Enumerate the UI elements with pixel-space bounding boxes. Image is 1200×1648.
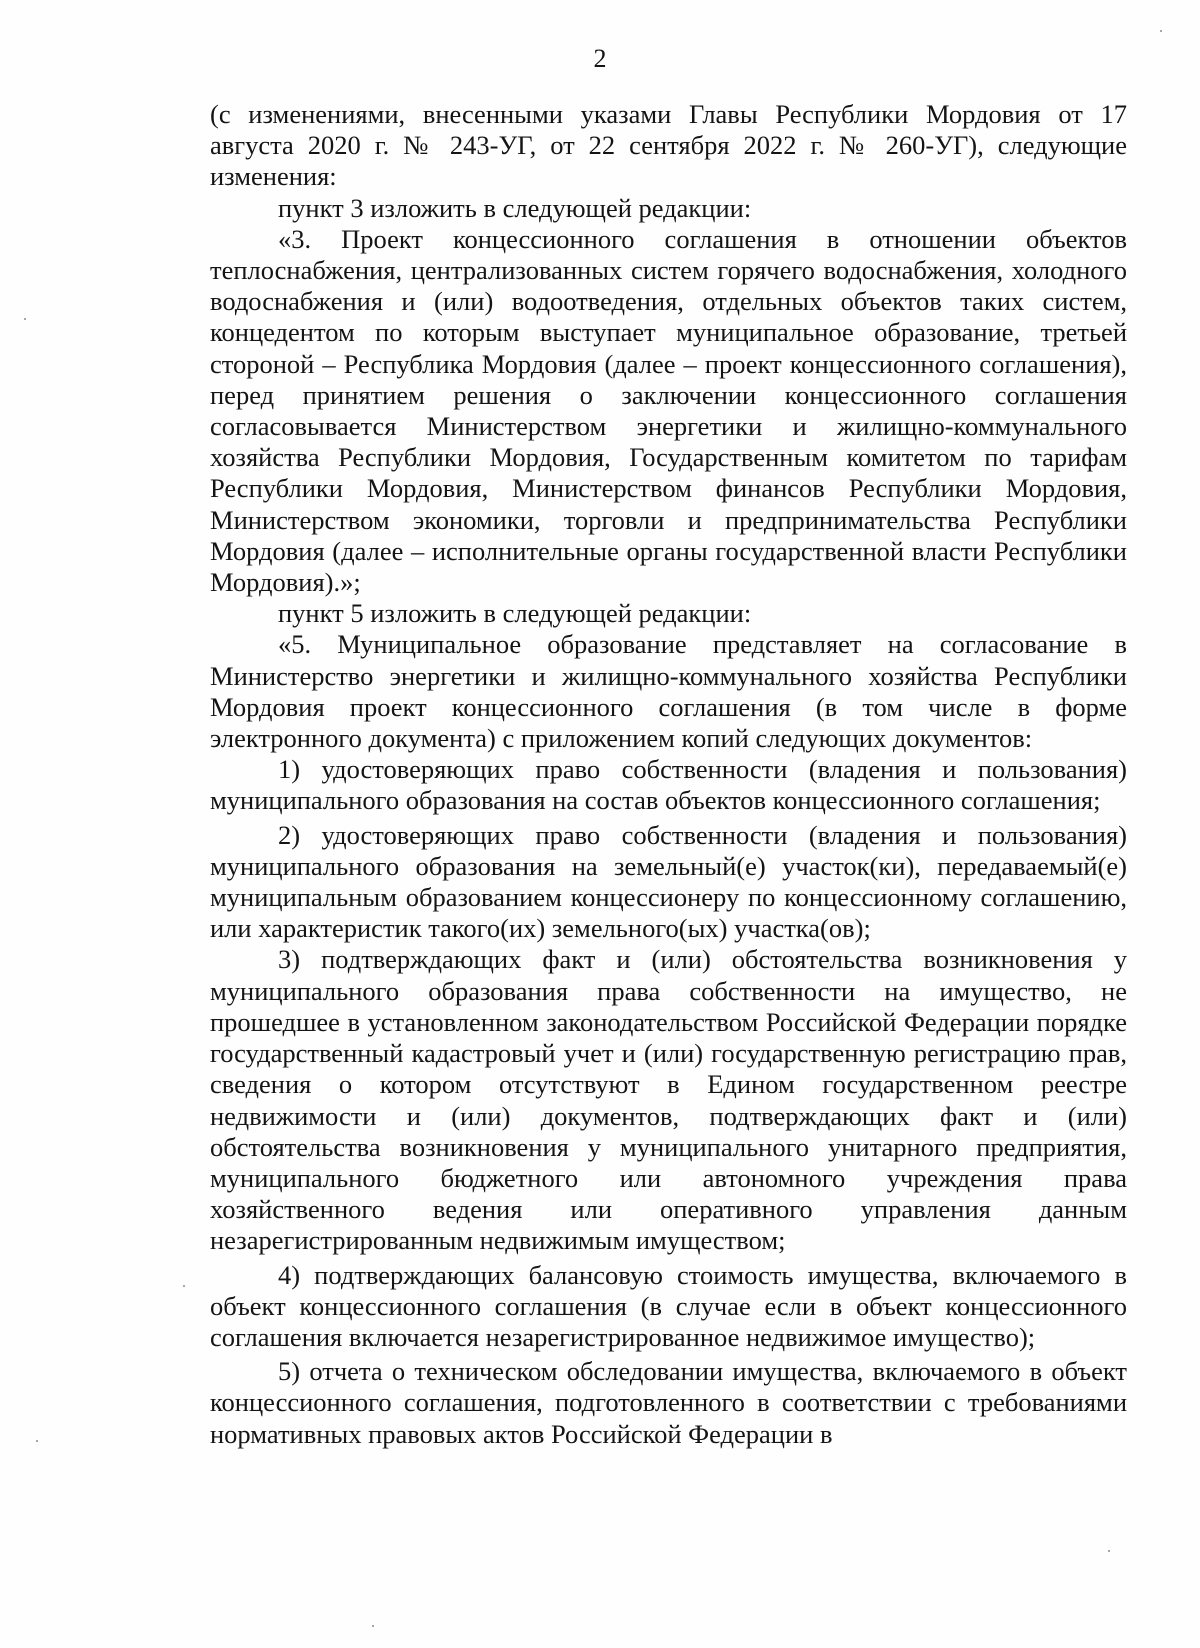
- paragraph-point-3-text: «3. Проект концессионного соглашения в отношении объектов теплоснабжения, централизованных систем горячего водоснабжения, холодного водоснабжения и (или) водоотведения, отдельных объектов таких систем, концедентом по которым выступает муниципальное образование, третьей стороной – Республика Мордовия (далее – проект концессионного соглашения), перед принятием решения о заключении концессионного соглашения согласовывается Министерством энергетики и жилищно-коммунального хозяйства Республики Мордовия, Государственным комитетом по тарифам Республики Мордовия, Министерством финансов Республики Мордовия, Министерством экономики, торговли и предпринимательства Республики Мордовия (далее – исполнительные органы государственной власти Республики Мордовия).»;: [210, 223, 1127, 598]
- scan-speck: [1160, 30, 1162, 32]
- scan-speck: [1108, 1550, 1110, 1552]
- paragraph-point-5-heading: пункт 5 изложить в следующей редакции:: [278, 598, 752, 629]
- list-item-5: 5) отчета о техническом обследовании имущества, включаемого в объект концессионного соглашения, подготовленного в соответствии с требованиями нормативных правовых актов Российской Федерации в: [210, 1356, 1127, 1449]
- paragraph-point-3-heading: пункт 3 изложить в следующей редакции:: [278, 192, 752, 223]
- document-body: [210, 99, 1127, 1450]
- scan-speck: [36, 1440, 38, 1442]
- list-item-3: 3) подтверждающих факт и (или) обстоятельства возникновения у муниципального образования права собственности на имущество, не прошедшее в установленном законодательством Российской Федерации порядке государственный кадастровый учет и (или) государственную регистрацию прав, сведения о котором отсутствуют в Едином государственном реестре недвижимости и (или) документов, подтверждающих факт и (или) обстоятельства возникновения у муниципального унитарного предприятия, муниципального бюджетного или автономного учреждения права хозяйственного ведения или оперативного управления данным незарегистрированным недвижимым имуществом;: [210, 944, 1127, 1256]
- scan-speck: [183, 1285, 185, 1287]
- list-item-4: 4) подтверждающих балансовую стоимость имущества, включаемого в объект концессионного соглашения (в случае если в объект концессионного соглашения включается незарегистрированное недвижимое имущество);: [210, 1259, 1127, 1352]
- list-item-1: 1) удостоверяющих право собственности (владения и пользования) муниципального образования на состав объектов концессионного соглашения;: [210, 754, 1127, 816]
- scan-speck: [24, 318, 26, 320]
- paragraph-point-5-text: «5. Муниципальное образование представляет на согласование в Министерство энергетики и жилищно-коммунального хозяйства Республики Мордовия проект концессионного соглашения (в том числе в форме электронного документа) с приложением копий следующих документов:: [210, 629, 1127, 754]
- page-number: 2: [593, 44, 607, 73]
- list-item-2: 2) удостоверяющих право собственности (владения и пользования) муниципального образования на земельный(е) участок(ки), передаваемый(е) муниципальным образованием концессионеру по концессионному соглашению, или характеристик такого(их) земельного(ых) участка(ов);: [210, 819, 1127, 944]
- paragraph-amendments-intro: (с изменениями, внесенными указами Главы Республики Мордовия от 17 августа 2020 г. № 243-УГ, от 22 сентября 2022 г. № 260-УГ), следующие изменения:: [210, 99, 1127, 192]
- scan-speck: [372, 1625, 374, 1627]
